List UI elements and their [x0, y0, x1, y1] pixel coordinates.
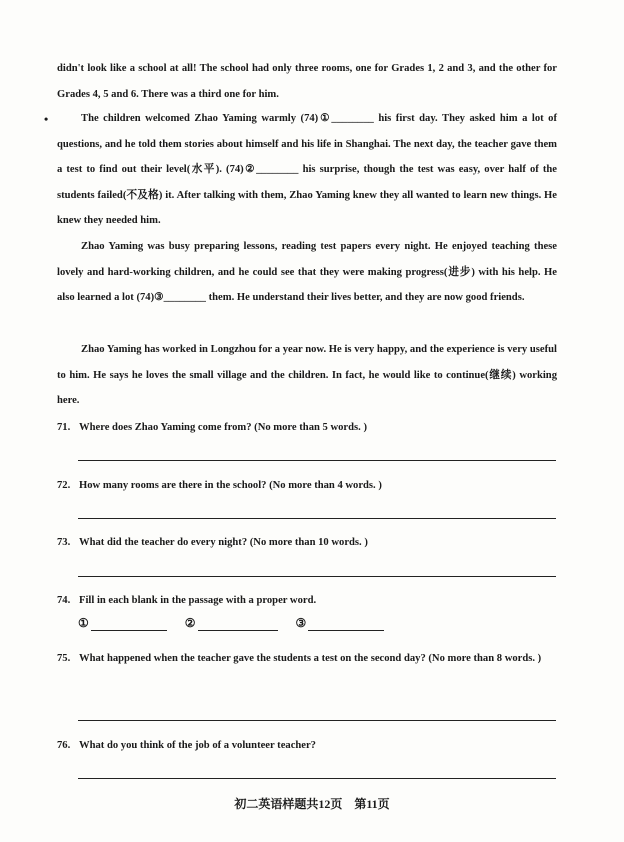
- blank-3[interactable]: ③: [296, 616, 385, 631]
- question-72: [57, 473, 557, 499]
- question-number: 76.: [57, 740, 71, 751]
- blank-row-74: [78, 616, 384, 631]
- question-text: Fill in each blank in the passage with a proper word.: [79, 595, 317, 606]
- blank-1[interactable]: ①: [78, 616, 167, 631]
- question-number: 74.: [57, 595, 71, 606]
- margin-bullet: •: [44, 112, 49, 126]
- question-75: [57, 646, 557, 672]
- passage-paragraph-3: Zhao Yaming was busy preparing lessons, reading test papers every night. He enjoyed teaching these lovely and hard-working children, and he could see that they were making progress(进步) with his help. He also learned a lot (74)③________ them. He understand their lives better, and they are now good friends.: [57, 241, 557, 304]
- footer-title: 初二英语样题共12页: [234, 797, 343, 811]
- question-text: How many rooms are there in the school? (No more than 4 words. ): [79, 480, 382, 491]
- question-71: [57, 415, 557, 441]
- answer-line-73[interactable]: [78, 576, 556, 577]
- question-74: [57, 588, 557, 614]
- page-footer: [0, 795, 624, 812]
- question-text: What happened when the teacher gave the students a test on the second day? (No more than 8 words. ): [79, 653, 542, 664]
- question-number: 75.: [57, 653, 71, 664]
- question-73: [57, 530, 557, 556]
- blank-2[interactable]: ②: [185, 616, 278, 631]
- answer-line-75[interactable]: [78, 720, 556, 721]
- question-text: Where does Zhao Yaming come from? (No more than 5 words. ): [79, 422, 367, 433]
- answer-line-71[interactable]: [78, 460, 556, 461]
- question-number: 73.: [57, 537, 71, 548]
- question-text: What do you think of the job of a volunteer teacher?: [79, 740, 316, 751]
- passage-paragraph-1: didn't look like a school at all! The school had only three rooms, one for Grades 1, 2 and 3, and the other for Grades 4, 5 and 6. There was a third one for him.: [57, 63, 557, 100]
- passage-paragraph-4: Zhao Yaming has worked in Longzhou for a year now. He is very happy, and the experience is very useful to him. He says he loves the small village and the children. In fact, he would like to continue(继续) working here.: [57, 344, 557, 407]
- question-76: [57, 733, 557, 759]
- answer-line-76[interactable]: [78, 778, 556, 779]
- footer-page-number: 第11页: [354, 797, 390, 811]
- question-number: 71.: [57, 422, 71, 433]
- passage-paragraph-2: The children welcomed Zhao Yaming warmly (74)①________ his first day. They asked him a lot of questions, and he told them stories about himself and his life in Shanghai. The next day, the teacher gave them a test to find out their level(水平). (74)②________ his surprise, though the test was easy, over half of the students failed(不及格) it. After talking with them, Zhao Yaming knew they all wanted to learn new things. He knew they needed him.: [57, 113, 557, 227]
- question-text: What did the teacher do every night? (No more than 10 words. ): [79, 537, 368, 548]
- question-number: 72.: [57, 480, 71, 491]
- answer-line-72[interactable]: [78, 518, 556, 519]
